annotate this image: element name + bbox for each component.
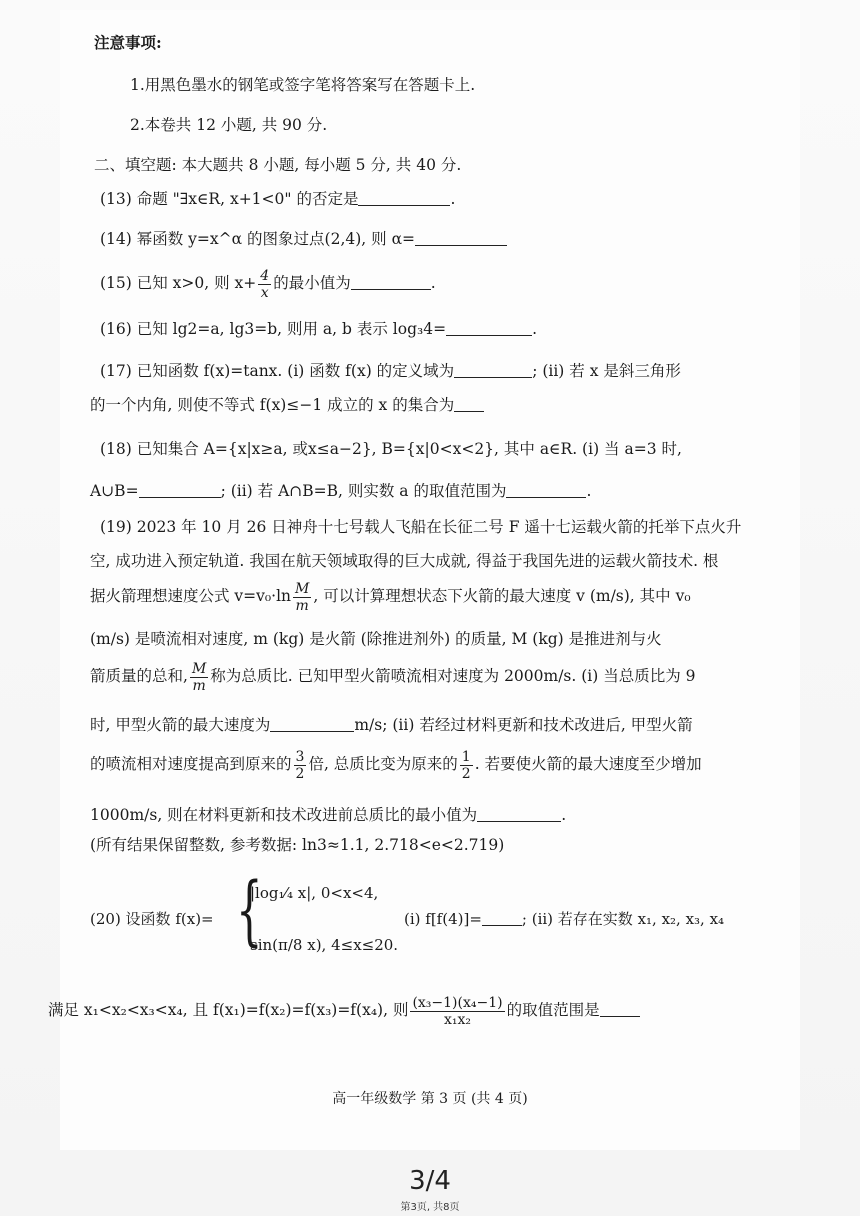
q19-answer-blank-2 (477, 807, 561, 822)
q16-text: (16) 已知 lg2=a, lg3=b, 则用 a, b 表示 log₃4= (100, 320, 447, 338)
q17-answer-blank-1 (454, 363, 532, 378)
q19-line5a: 箭质量的总和, (90, 667, 188, 685)
q19-line5b: 称为总质比. 已知甲型火箭喷流相对速度为 2000m/s. (i) 当总质比为 9 (210, 667, 696, 685)
q20-line2a: 满足 x₁<x₂<x₃<x₄, 且 f(x₁)=f(x₂)=f(x₃)=f(x₄), 则 (48, 1001, 409, 1019)
q15-end: . (430, 274, 436, 292)
q15-answer-blank (351, 275, 431, 290)
q19-ratio-num-1: M (295, 580, 310, 597)
q20-brace: { (236, 865, 263, 954)
notes-item-2: 2.本卷共 12 小题, 共 90 分. (130, 116, 328, 134)
question-19-line-7 (90, 746, 800, 782)
page-footer-course: 高一年级数学 第 3 页 (共 4 页) (332, 1091, 528, 1107)
q19-ratio-den-1: m (295, 597, 309, 614)
question-19-line-2: 空, 成功进入预定轨道. 我国在航天领域取得的巨大成就, 得益于我国先进的运载火箭技术. 根 (90, 552, 719, 570)
q19-line8end: . (561, 806, 567, 824)
q20-part2: ; (ii) 若存在实数 x₁, x₂, x₃, x₄ (521, 910, 725, 928)
page-fraction: 3/4 (409, 1166, 451, 1196)
q20-line2b: 的取值范围是 (506, 1001, 600, 1019)
q20-part-1-row (404, 908, 724, 930)
q19-ratio-num-2: M (191, 660, 207, 677)
q19-fraction-num-2: 1 (461, 748, 471, 765)
question-16 (100, 318, 800, 340)
q20-answer-blank-1 (482, 911, 522, 926)
notes-heading: 注意事项: (94, 33, 162, 52)
question-19-line-4: (m/s) 是喷流相对速度, m (kg) 是火箭 (除推进剂外) 的质量, M (kg) 是推进剂与火 (90, 630, 662, 648)
q17-line2: 的一个内角, 则使不等式 f(x)≤−1 成立的 x 的集合为 (90, 396, 455, 414)
q19-fraction-den-1: 2 (295, 765, 305, 782)
question-19-line-3 (90, 578, 800, 614)
q19-line3b: , 可以计算理想状态下火箭的最大速度 v (m/s), 其中 v₀ (313, 587, 691, 605)
question-17-line-2 (90, 394, 800, 416)
q19-line8a: 1000m/s, 则在材料更新和技术改进前总质比的最小值为 (90, 806, 478, 824)
q17-answer-blank-2 (454, 397, 484, 412)
question-20-line-2 (48, 990, 800, 1030)
q14-text: (14) 幂函数 y=x^α 的图象过点(2,4), 则 α= (100, 230, 416, 248)
q19-ratio-den-2: m (192, 677, 206, 694)
q15-fraction (258, 268, 271, 301)
q20-case-2: sin(π/8 x), 4≤x≤20. (250, 936, 399, 954)
q14-answer-blank (415, 231, 507, 246)
q13-end: . (450, 190, 456, 208)
question-18-line-2 (90, 480, 800, 502)
q20-expression-fraction (410, 995, 504, 1028)
q19-line6a: 时, 甲型火箭的最大速度为 (90, 716, 271, 734)
question-17-line-1 (100, 360, 800, 382)
q19-line7b: 倍, 总质比变为原来的 (308, 755, 458, 773)
question-15 (100, 266, 800, 301)
question-19-line-6 (90, 714, 800, 736)
question-13 (100, 188, 800, 210)
q20-part1: (i) f[f(4)]= (404, 910, 482, 928)
q18-line2a: A∪B= (90, 482, 139, 500)
q19-ratio-fraction-1 (293, 581, 311, 614)
question-14 (100, 228, 800, 250)
q17-line1a: (17) 已知函数 f(x)=tanx. (i) 函数 f(x) 的定义域为 (100, 362, 455, 380)
q16-end: . (532, 320, 538, 338)
question-19-line-9: (所有结果保留整数, 参考数据: ln3≈1.1, 2.718<e<2.719) (90, 836, 505, 854)
q17-line1b: ; (ii) 若 x 是斜三角形 (532, 362, 681, 380)
exam-sheet (48, 10, 800, 1150)
q20-expression-num: (x₃−1)(x₄−1) (412, 994, 503, 1011)
q19-fraction-one-half (460, 749, 473, 782)
question-19-line-1: (19) 2023 年 10 月 26 日神舟十七号载人飞船在长征二号 F 遥十七运载火箭的托举下点火升 (100, 518, 742, 536)
q20-answer-blank-2 (600, 1002, 640, 1017)
q19-fraction-den-2: 2 (461, 765, 471, 782)
question-18-line-1: (18) 已知集合 A={x|x≥a, 或x≤a−2}, B={x|0<x<2}, 其中 a∈R. (i) 当 a=3 时, (100, 440, 682, 458)
q18-answer-blank-1 (139, 483, 221, 498)
q19-line7c: . 若要使火箭的最大速度至少增加 (474, 755, 702, 773)
q20-case-1: |log₁⁄₄ x|, 0<x<4, (250, 884, 379, 902)
q15-fraction-den: x (260, 284, 269, 301)
q19-answer-blank-1 (270, 717, 354, 732)
q16-answer-blank (446, 321, 532, 336)
q13-text: (13) 命题 "∃x∈R, x+1<0" 的否定是 (100, 190, 359, 208)
q20-expression-den: x₁x₂ (444, 1011, 472, 1028)
q18-end: . (586, 482, 592, 500)
q13-answer-blank (358, 191, 450, 206)
q20-pre: (20) 设函数 f(x)= (90, 910, 214, 928)
q18-line2b: ; (ii) 若 A∩B=B, 则实数 a 的取值范围为 (220, 482, 507, 500)
q15-fraction-num: 4 (260, 267, 270, 284)
q19-fraction-three-halves (294, 749, 307, 782)
q19-line7a: 的喷流相对速度提高到原来的 (90, 755, 292, 773)
question-19-line-8 (90, 804, 800, 826)
q18-answer-blank-2 (506, 483, 586, 498)
q15-post: 的最小值为 (273, 274, 351, 292)
q19-fraction-num-1: 3 (295, 748, 305, 765)
question-19-line-5 (90, 658, 800, 694)
page-note: 第3页, 共8页 (400, 1202, 460, 1213)
q19-line3a: 据火箭理想速度公式 v=v₀·ln (90, 587, 292, 605)
q19-line6b: m/s; (ii) 若经过材料更新和技术改进后, 甲型火箭 (354, 716, 693, 734)
notes-item-1: 1.用黑色墨水的钢笔或签字笔将答案写在答题卡上. (130, 76, 476, 94)
q19-ratio-fraction-2 (190, 661, 208, 694)
q15-pre: (15) 已知 x>0, 则 x+ (100, 274, 257, 292)
section-heading: 二、填空题: 本大题共 8 小题, 每小题 5 分, 共 40 分. (94, 156, 462, 174)
